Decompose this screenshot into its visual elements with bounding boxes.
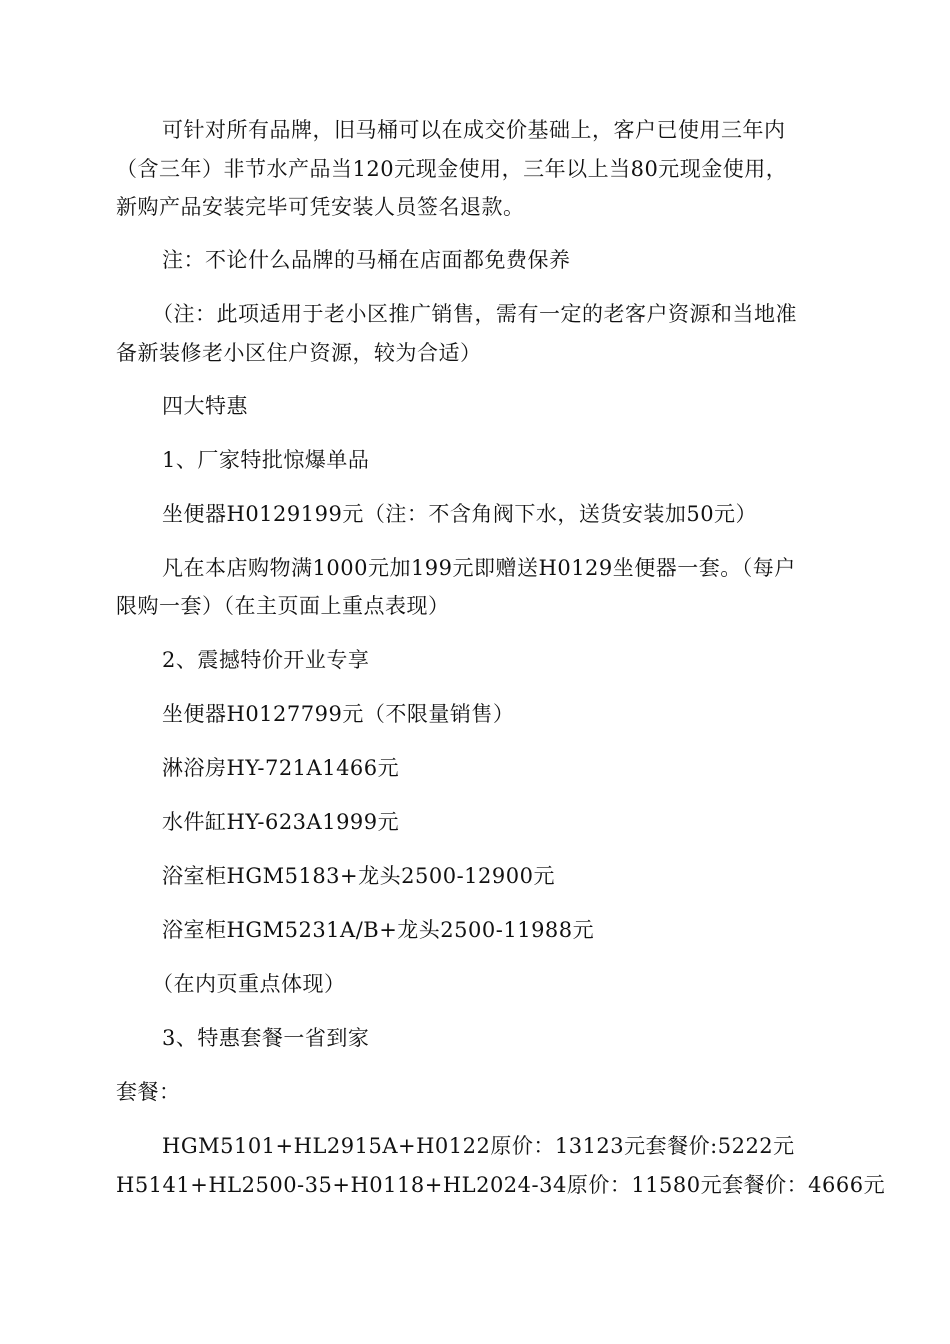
product-line: 坐便器H0127799元（不限量销售） <box>162 702 515 726</box>
paragraph-line: 新购产品安装完毕可凭安装人员签名退款。 <box>116 195 525 219</box>
note-line: （在内页重点体现） <box>152 972 346 996</box>
subsection-heading: 2、震撼特价开业专享 <box>162 648 370 672</box>
subsection-heading: 1、厂家特批惊爆单品 <box>162 448 370 472</box>
note-line: 备新装修老小区住户资源，较为合适） <box>116 341 482 365</box>
product-line: 水件缸HY-623A1999元 <box>162 810 400 834</box>
paragraph-line: （含三年）非节水产品当120元现金使用，三年以上当80元现金使用， <box>116 157 788 181</box>
package-line: HGM5101+HL2915A+H0122原价：13123元套餐价:5222元 <box>162 1134 795 1158</box>
subsection-heading: 3、特惠套餐一省到家 <box>162 1026 370 1050</box>
product-line: 浴室柜HGM5183+龙头2500-12900元 <box>162 864 555 888</box>
product-line: 坐便器H0129199元（注：不含角阀下水，送货安装加50元） <box>162 502 758 526</box>
paragraph-line: 可针对所有品牌，旧马桶可以在成交价基础上，客户已使用三年内 <box>162 118 786 142</box>
package-line: H5141+HL2500-35+H0118+HL2024-34原价：11580元套餐价：4666元 <box>116 1173 886 1197</box>
paragraph-line: 凡在本店购物满1000元加199元即赠送H0129坐便器一套。（每户 <box>162 556 796 580</box>
note-line: （注：此项适用于老小区推广销售，需有一定的老客户资源和当地准 <box>152 302 797 326</box>
package-heading: 套餐： <box>116 1080 181 1104</box>
paragraph-line: 限购一套）（在主页面上重点表现） <box>116 594 450 618</box>
section-heading: 四大特惠 <box>162 394 248 418</box>
note-line: 注：不论什么品牌的马桶在店面都免费保养 <box>162 248 571 272</box>
product-line: 浴室柜HGM5231A/B+龙头2500-11988元 <box>162 918 595 942</box>
product-line: 淋浴房HY-721A1466元 <box>162 756 400 780</box>
